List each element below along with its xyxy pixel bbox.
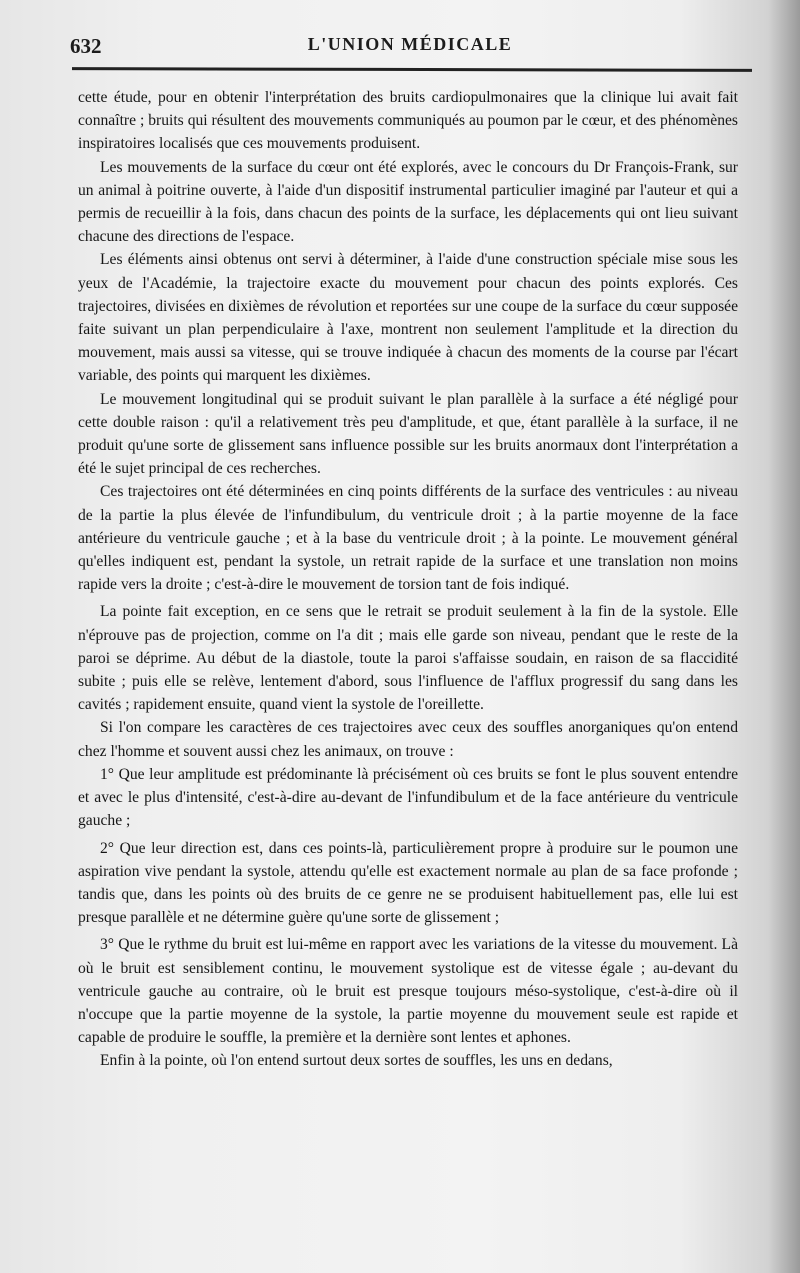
running-header: [70, 28, 750, 60]
paragraph: Les éléments ainsi obtenus ont servi à déterminer, à l'aide d'une construction spéciale mise sous les yeux de l'Académie, la trajectoire exacte du mouvement pour chacun des points explorés. Ces trajectoires, divisées en dixièmes de révolution et reportées sur une coupe de la surface du cœur supposée faite suivant un plan perpendiculaire à l'axe, montrent non seulement l'amplitude et la direction du mouvement, mais aussi sa vitesse, qui se trouve indiquée à chacun des moments de la course par l'écart variable, des points qui marquent les dixièmes.: [78, 251, 738, 385]
paragraph: Ces trajectoires ont été déterminées en cinq points différents de la surface des ventricules : au niveau de la partie la plus élevée de l'infundibulum, du ventricule droit ; à la partie moyenne de la face antérieure du ventricule gauche ; et à la base du ventricule droit ; à la pointe. Le mouvement général qu'elles indiquent est, pendant la systole, un retrait rapide de la surface et une translation non moins rapide vers la droite ; c'est-à-dire le mouvement de torsion tant de fois indiqué.: [78, 483, 738, 594]
list-item: 1° Que leur amplitude est prédominante là précisément où ces bruits se font le plus souvent entendre et avec le plus d'intensité, c'est-à-dire au-devant de l'infundibulum et de la face antérieure du ventricule gauche ;: [78, 765, 738, 830]
page-number: 632: [70, 34, 102, 58]
running-title: L'UNION MÉDICALE: [307, 34, 513, 54]
list-item: 2° Que leur direction est, dans ces points-là, particulièrement propre à produire sur le poumon une aspiration vive pendant la systole, attendu qu'elle est exactement normale au plan de sa face profonde ; tandis que, dans les points où des bruits de ce genre ne se produisent habituellement pas, elle lui est presque parallèle et ne détermine guère qu'une sorte de glissement ;: [78, 839, 738, 927]
paragraph: Enfin à la pointe, où l'on entend surtout deux sortes de souffles, les uns en dedans,: [100, 1052, 613, 1070]
header-rule: [72, 67, 752, 72]
article-body: [78, 86, 738, 1073]
paragraph: Si l'on compare les caractères de ces trajectoires avec ceux des souffles anorganiques qu'on entend chez l'homme et souvent aussi chez les animaux, on trouve :: [78, 719, 738, 760]
list-item: 3° Que le rythme du bruit est lui-même en rapport avec les variations de la vitesse du mouvement. Là où le bruit est sensiblement continu, le mouvement systolique est de vitesse égale ; au-devant du ventricule gauche au contraire, où le bruit est presque toujours méso-systolique, c'est-à-dire où il n'occupe que la partie moyenne de la systole, la partie moyenne du mouvement seule est rapide et capable de produire le souffle, la première et la dernière sont lentes et aphones.: [78, 936, 738, 1047]
paragraph: cette étude, pour en obtenir l'interprétation des bruits cardiopulmonaires que la clinique lui avait fait connaître ; bruits qui résultent des mouvements communiqués au poumon par le cœur, et des phénomènes inspiratoires localisés que ces mouvements produisent.: [78, 89, 738, 153]
paragraph: La pointe fait exception, en ce sens que le retrait se produit seulement à la fin de la systole. Elle n'éprouve pas de projection, comme on l'a dit ; mais elle garde son niveau, pendant que le reste de la paroi se déprime. Au début de la diastole, toute la paroi s'affaisse soudain, en raison de sa flaccidité subite ; puis elle se relève, lentement d'abord, sous l'influence de l'afflux progressif du sang dans les cavités ; rapidement ensuite, quand vient la systole de l'oreillette.: [78, 603, 738, 714]
paragraph: Les mouvements de la surface du cœur ont été explorés, avec le concours du Dr François-Frank, sur un animal à poitrine ouverte, à l'aide d'un dispositif instrumental particulier imaginé par l'auteur et qui a permis de recueillir à la fois, dans chacun des points de la surface, les déplacements qui ont lieu suivant chacune des directions de l'espace.: [78, 158, 738, 246]
paragraph: Le mouvement longitudinal qui se produit suivant le plan parallèle à la surface a été négligé pour cette double raison : qu'il a relativement très peu d'amplitude, et que, étant parallèle à la surface, il ne produit qu'une sorte de glissement sans influence possible sur les bruits anormaux dont l'interprétation a été le sujet principal de ces recherches.: [78, 390, 738, 478]
